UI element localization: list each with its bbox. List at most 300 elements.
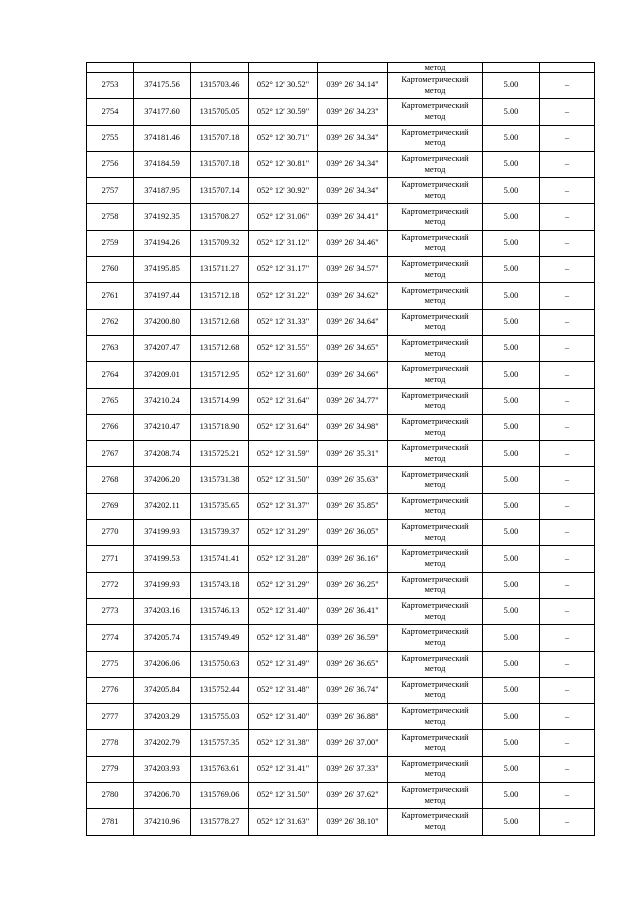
accuracy-cell: 5.00 [483,151,540,177]
point-number-cell: 2759 [87,230,134,256]
longitude-cell: 039° 26' 34.66" [318,362,388,388]
table-row [87,257,595,283]
table-row [87,756,595,782]
method-cell [388,677,483,703]
latitude-cell: 052° 12' 31.41" [249,756,318,782]
latitude-cell: 052° 12' 31.48" [249,677,318,703]
method-cell [388,178,483,204]
longitude-cell: 039° 26' 37.33" [318,756,388,782]
note-cell: – [540,598,595,624]
table-row [87,230,595,256]
latitude-cell: 052° 12' 31.12" [249,230,318,256]
method-cell [388,625,483,651]
x-coordinate-cell: 374206.70 [134,783,191,809]
coordinates-table [86,62,595,836]
method-cell [388,704,483,730]
method-line-1: Картометрический [401,127,469,137]
note-cell: – [540,73,595,99]
method-line-2: метод [424,138,446,148]
accuracy-cell: 5.00 [483,677,540,703]
accuracy-cell: 5.00 [483,598,540,624]
method-line-2: метод [424,558,446,568]
accuracy-cell: 5.00 [483,99,540,125]
method-line-2: метод [424,637,446,647]
method-cell [388,230,483,256]
method-cell [388,204,483,230]
note-cell: – [540,677,595,703]
table-row [87,125,595,151]
y-coordinate-cell: 1315712.68 [191,335,249,361]
method-line-1: Картометрический [401,785,469,795]
x-coordinate-cell: 374210.47 [134,414,191,440]
x-coordinate-cell: 374199.93 [134,572,191,598]
point-number-cell: 2777 [87,704,134,730]
latitude-cell: 052° 12' 31.40" [249,704,318,730]
method-line-1: Картометрический [401,232,469,242]
point-number-cell: 2767 [87,441,134,467]
method-cell [388,651,483,677]
accuracy-cell: 5.00 [483,730,540,756]
table-cell [318,63,388,73]
note-cell: – [540,783,595,809]
y-coordinate-cell: 1315739.37 [191,520,249,546]
point-number-cell: 2773 [87,598,134,624]
note-cell: – [540,99,595,125]
x-coordinate-cell: 374187.95 [134,178,191,204]
method-line-2: метод [424,427,446,437]
table-row [87,467,595,493]
latitude-cell: 052° 12' 31.38" [249,730,318,756]
x-coordinate-cell: 374194.26 [134,230,191,256]
x-coordinate-cell: 374210.96 [134,809,191,835]
x-coordinate-cell: 374192.35 [134,204,191,230]
table-row [87,362,595,388]
method-line-1: Картометрический [401,285,469,295]
method-line-1: Картометрический [401,495,469,505]
table-row [87,520,595,546]
method-cell [388,73,483,99]
note-cell: – [540,204,595,230]
longitude-cell: 039° 26' 34.46" [318,230,388,256]
note-cell: – [540,230,595,256]
accuracy-cell: 5.00 [483,520,540,546]
x-coordinate-cell: 374177.60 [134,99,191,125]
latitude-cell: 052° 12' 31.63" [249,809,318,835]
note-cell: – [540,283,595,309]
table-cell [134,63,191,73]
method-line-1: Картометрический [401,338,469,348]
y-coordinate-cell: 1315703.46 [191,73,249,99]
document-page [86,62,594,836]
latitude-cell: 052° 12' 31.64" [249,388,318,414]
table-row [87,309,595,335]
longitude-cell: 039° 26' 34.23" [318,99,388,125]
accuracy-cell: 5.00 [483,704,540,730]
table-row [87,493,595,519]
note-cell: – [540,520,595,546]
accuracy-cell: 5.00 [483,467,540,493]
longitude-cell: 039° 26' 36.88" [318,704,388,730]
accuracy-cell: 5.00 [483,651,540,677]
method-line-1: Картометрический [401,101,469,111]
latitude-cell: 052° 12' 31.22" [249,283,318,309]
table-cell [191,63,249,73]
accuracy-cell: 5.00 [483,125,540,151]
point-number-cell: 2764 [87,362,134,388]
longitude-cell: 039° 26' 35.85" [318,493,388,519]
y-coordinate-cell: 1315705.05 [191,99,249,125]
x-coordinate-cell: 374200.80 [134,309,191,335]
method-cell [388,99,483,125]
method-cell [388,809,483,835]
latitude-cell: 052° 12' 30.52" [249,73,318,99]
accuracy-cell: 5.00 [483,783,540,809]
table-row [87,625,595,651]
longitude-cell: 039° 26' 34.62" [318,283,388,309]
point-number-cell: 2761 [87,283,134,309]
method-line-1: Картометрический [401,180,469,190]
accuracy-cell: 5.00 [483,362,540,388]
method-line-2: метод [424,190,446,200]
longitude-cell: 039° 26' 34.98" [318,414,388,440]
method-cell [388,309,483,335]
x-coordinate-cell: 374206.06 [134,651,191,677]
note-cell: – [540,178,595,204]
x-coordinate-cell: 374208.74 [134,441,191,467]
method-line-1: Картометрический [401,443,469,453]
accuracy-cell: 5.00 [483,441,540,467]
note-cell: – [540,362,595,388]
point-number-cell: 2778 [87,730,134,756]
note-cell: – [540,493,595,519]
table-row [87,73,595,99]
x-coordinate-cell: 374202.79 [134,730,191,756]
note-cell: – [540,651,595,677]
method-line-1: Картометрический [401,154,469,164]
table-row [87,151,595,177]
method-cell [388,257,483,283]
latitude-cell: 052° 12' 31.50" [249,467,318,493]
method-line-1: Картометрический [401,679,469,689]
y-coordinate-cell: 1315778.27 [191,809,249,835]
method-line-1: Картометрический [401,469,469,479]
note-cell: – [540,730,595,756]
table-row [87,598,595,624]
method-cell [388,362,483,388]
note-cell: – [540,756,595,782]
method-line-2: метод [424,480,446,490]
method-line-1: Картометрический [401,75,469,85]
point-number-cell: 2762 [87,309,134,335]
longitude-cell: 039° 26' 37.00" [318,730,388,756]
table-cell [87,63,134,73]
method-cell [388,283,483,309]
accuracy-cell: 5.00 [483,809,540,835]
point-number-cell: 2755 [87,125,134,151]
longitude-cell: 039° 26' 35.63" [318,467,388,493]
method-cell [388,783,483,809]
note-cell: – [540,809,595,835]
table-row [87,335,595,361]
table-row [87,546,595,572]
method-line-1: Картометрический [401,758,469,768]
method-line-1: Картометрический [401,259,469,269]
accuracy-cell: 5.00 [483,309,540,335]
table-row [87,204,595,230]
point-number-cell: 2766 [87,414,134,440]
y-coordinate-cell: 1315714.99 [191,388,249,414]
latitude-cell: 052° 12' 31.64" [249,414,318,440]
latitude-cell: 052° 12' 31.33" [249,309,318,335]
method-cell [388,335,483,361]
point-number-cell: 2779 [87,756,134,782]
method-line-2: метод [424,743,446,753]
point-number-cell: 2763 [87,335,134,361]
accuracy-cell: 5.00 [483,388,540,414]
longitude-cell: 039° 26' 36.74" [318,677,388,703]
note-cell: – [540,151,595,177]
latitude-cell: 052° 12' 31.60" [249,362,318,388]
point-number-cell: 2765 [87,388,134,414]
x-coordinate-cell: 374205.74 [134,625,191,651]
longitude-cell: 039° 26' 34.77" [318,388,388,414]
accuracy-cell: 5.00 [483,493,540,519]
method-line-2: метод [424,111,446,121]
latitude-cell: 052° 12' 31.50" [249,783,318,809]
latitude-cell: 052° 12' 30.92" [249,178,318,204]
latitude-cell: 052° 12' 31.29" [249,520,318,546]
method-cell [388,414,483,440]
latitude-cell: 052° 12' 31.29" [249,572,318,598]
accuracy-cell: 5.00 [483,283,540,309]
method-line-1: Картометрический [401,601,469,611]
point-number-cell: 2774 [87,625,134,651]
latitude-cell: 052° 12' 31.48" [249,625,318,651]
table-row [87,809,595,835]
method-cell [388,125,483,151]
x-coordinate-cell: 374197.44 [134,283,191,309]
latitude-cell: 052° 12' 31.28" [249,546,318,572]
note-cell: – [540,388,595,414]
point-number-cell: 2770 [87,520,134,546]
method-line-2: метод [424,374,446,384]
method-line-2: метод [424,453,446,463]
table-cell [483,63,540,73]
method-cell [388,756,483,782]
method-line-2: метод [424,85,446,95]
x-coordinate-cell: 374203.16 [134,598,191,624]
accuracy-cell: 5.00 [483,414,540,440]
table-row [87,730,595,756]
note-cell: – [540,414,595,440]
method-line-2: метод [424,243,446,253]
latitude-cell: 052° 12' 30.59" [249,99,318,125]
accuracy-cell: 5.00 [483,178,540,204]
table-row [87,441,595,467]
point-number-cell: 2776 [87,677,134,703]
latitude-cell: 052° 12' 31.06" [249,204,318,230]
table-body [87,63,595,836]
table-row [87,677,595,703]
table-row [87,414,595,440]
method-cell: метод [388,63,483,73]
x-coordinate-cell: 374205.84 [134,677,191,703]
y-coordinate-cell: 1315769.06 [191,783,249,809]
method-cell [388,598,483,624]
accuracy-cell: 5.00 [483,756,540,782]
method-cell [388,467,483,493]
method-line-2: метод [424,821,446,831]
accuracy-cell: 5.00 [483,257,540,283]
y-coordinate-cell: 1315707.18 [191,125,249,151]
y-coordinate-cell: 1315711.27 [191,257,249,283]
accuracy-cell: 5.00 [483,572,540,598]
latitude-cell: 052° 12' 31.37" [249,493,318,519]
x-coordinate-cell: 374202.11 [134,493,191,519]
accuracy-cell: 5.00 [483,204,540,230]
accuracy-cell: 5.00 [483,546,540,572]
longitude-cell: 039° 26' 37.62" [318,783,388,809]
table-cell [540,63,595,73]
point-number-cell: 2768 [87,467,134,493]
method-line-1: Картометрический [401,627,469,637]
method-line-2: метод [424,716,446,726]
point-number-cell: 2757 [87,178,134,204]
x-coordinate-cell: 374207.47 [134,335,191,361]
method-line-1: Картометрический [401,522,469,532]
longitude-cell: 039° 26' 34.34" [318,178,388,204]
y-coordinate-cell: 1315752.44 [191,677,249,703]
longitude-cell: 039° 26' 35.31" [318,441,388,467]
method-line-2: метод [424,322,446,332]
longitude-cell: 039° 26' 38.10" [318,809,388,835]
x-coordinate-cell: 374195.85 [134,257,191,283]
longitude-cell: 039° 26' 36.59" [318,625,388,651]
longitude-cell: 039° 26' 34.34" [318,151,388,177]
table-row [87,283,595,309]
method-line-2: метод [424,611,446,621]
latitude-cell: 052° 12' 31.59" [249,441,318,467]
x-coordinate-cell: 374184.59 [134,151,191,177]
table-row [87,388,595,414]
y-coordinate-cell: 1315709.32 [191,230,249,256]
accuracy-cell: 5.00 [483,73,540,99]
method-line-2: метод [424,690,446,700]
point-number-cell: 2753 [87,73,134,99]
method-line-2: метод [424,585,446,595]
method-line-2: метод [424,269,446,279]
method-line-2: метод [424,532,446,542]
x-coordinate-cell: 374210.24 [134,388,191,414]
note-cell: – [540,257,595,283]
method-cell [388,493,483,519]
method-line-2: метод [424,769,446,779]
longitude-cell: 039° 26' 34.64" [318,309,388,335]
note-cell: – [540,467,595,493]
method-line-2: метод [424,506,446,516]
y-coordinate-cell: 1315746.13 [191,598,249,624]
y-coordinate-cell: 1315757.35 [191,730,249,756]
method-line-1: Картометрический [401,706,469,716]
latitude-cell: 052° 12' 31.17" [249,257,318,283]
note-cell: – [540,125,595,151]
method-cell [388,572,483,598]
table-row [87,651,595,677]
note-cell: – [540,572,595,598]
table-row [87,783,595,809]
longitude-cell: 039° 26' 34.34" [318,125,388,151]
x-coordinate-cell: 374199.93 [134,520,191,546]
method-line-1: Картометрический [401,417,469,426]
table-row [87,704,595,730]
point-number-cell: 2754 [87,99,134,125]
continuation-row [87,63,595,73]
longitude-cell: 039° 26' 36.41" [318,598,388,624]
x-coordinate-cell: 374181.46 [134,125,191,151]
y-coordinate-cell: 1315707.14 [191,178,249,204]
point-number-cell: 2772 [87,572,134,598]
point-number-cell: 2760 [87,257,134,283]
table-row [87,178,595,204]
method-line-1: Картометрический [401,364,469,374]
table-row [87,572,595,598]
longitude-cell: 039° 26' 36.65" [318,651,388,677]
method-line-1: Картометрический [401,653,469,663]
y-coordinate-cell: 1315750.63 [191,651,249,677]
method-cell [388,388,483,414]
method-line-2: метод [424,664,446,674]
method-line-2: метод [424,348,446,358]
method-cell [388,151,483,177]
longitude-cell: 039° 26' 36.25" [318,572,388,598]
note-cell: – [540,625,595,651]
accuracy-cell: 5.00 [483,625,540,651]
y-coordinate-cell: 1315741.41 [191,546,249,572]
longitude-cell: 039° 26' 34.41" [318,204,388,230]
longitude-cell: 039° 26' 36.16" [318,546,388,572]
method-line-1: Картометрический [401,574,469,584]
x-coordinate-cell: 374199.53 [134,546,191,572]
latitude-cell: 052° 12' 30.71" [249,125,318,151]
method-line-1: Картометрический [401,206,469,216]
accuracy-cell: 5.00 [483,335,540,361]
point-number-cell: 2775 [87,651,134,677]
x-coordinate-cell: 374209.01 [134,362,191,388]
note-cell: – [540,309,595,335]
x-coordinate-cell: 374175.56 [134,73,191,99]
point-number-cell: 2771 [87,546,134,572]
method-cell [388,520,483,546]
y-coordinate-cell: 1315735.65 [191,493,249,519]
point-number-cell: 2756 [87,151,134,177]
method-line-1: Картометрический [401,311,469,321]
method-line-2: метод [424,164,446,174]
method-line-2: метод [424,795,446,805]
x-coordinate-cell: 374203.29 [134,704,191,730]
table-row [87,99,595,125]
y-coordinate-cell: 1315708.27 [191,204,249,230]
latitude-cell: 052° 12' 31.40" [249,598,318,624]
latitude-cell: 052° 12' 30.81" [249,151,318,177]
y-coordinate-cell: 1315749.49 [191,625,249,651]
y-coordinate-cell: 1315718.90 [191,414,249,440]
note-cell: – [540,704,595,730]
method-line-1: Картометрический [401,811,469,821]
note-cell: – [540,546,595,572]
method-line-2: метод [424,401,446,411]
y-coordinate-cell: 1315707.18 [191,151,249,177]
latitude-cell: 052° 12' 31.49" [249,651,318,677]
